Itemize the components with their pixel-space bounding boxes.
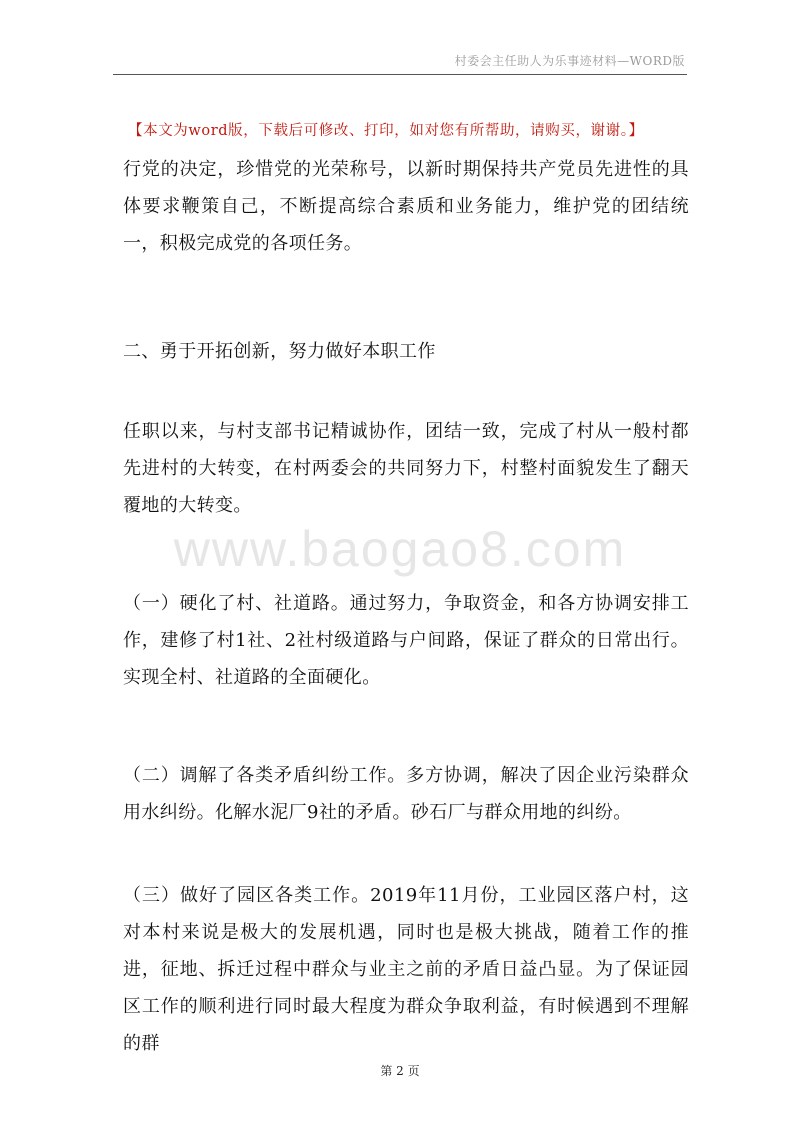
paragraph-1: 行党的决定，珍惜党的光荣称号，以新时期保持共产党员先进性的具体要求鞭策自己，不断提高综合素质和业务能力，维护党的团结统一，积极完成党的各项任务。 xyxy=(123,159,689,254)
section-heading-2: 二、勇于开拓创新，努力做好本职工作 xyxy=(123,341,436,362)
header-divider xyxy=(113,74,687,75)
watermark-text: www.baogao8.com xyxy=(173,521,627,577)
header-title: 村委会主任助人为乐事迹材料—WORD版 xyxy=(454,54,685,68)
page-number: 第 2 页 xyxy=(380,1064,420,1078)
paragraph-5: （三）做好了园区各类工作。2019年11月份，工业园区落户村，这对本村来说是极大的发展机遇，同时也是极大挑战，随着工作的推进，征地、拆迁过程中群众与业主之前的矛盾日益凸显。为了保证园区工作的顺利进行同时最大程度为群众争取利益，有时候遇到不理解的群 xyxy=(123,885,689,1054)
paragraph-4: （二）调解了各类矛盾纠纷工作。多方协调，解决了因企业污染群众用水纠纷。化解水泥厂9社的矛盾。砂石厂与群众用地的纠纷。 xyxy=(123,765,689,823)
purchase-notice: 【本文为word版，下载后可修改、打印，如对您有所帮助，请购买，谢谢。】 xyxy=(128,123,644,139)
paragraph-2: 任职以来，与村支部书记精诚协作，团结一致，完成了村从一般村都先进村的大转变，在村两委会的共同努力下，村整村面貌发生了翻天覆地的大转变。 xyxy=(123,421,689,516)
paragraph-3: （一）硬化了村、社道路。通过努力，争取资金，和各方协调安排工作，建修了村1社、2社村级道路与户间路，保证了群众的日常出行。实现全村、社道路的全面硬化。 xyxy=(123,593,689,688)
